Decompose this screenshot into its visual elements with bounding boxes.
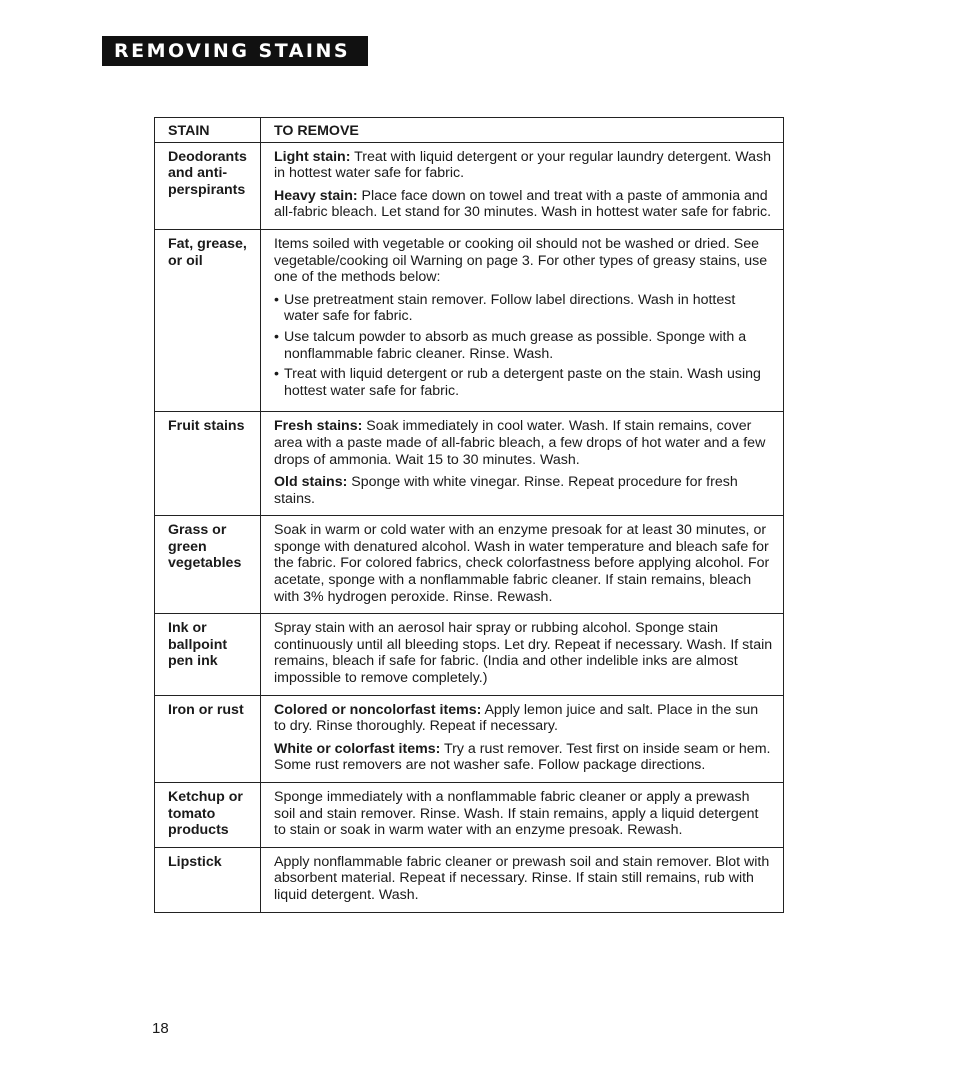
instruction-label: Light stain: — [274, 148, 351, 165]
table-row — [155, 614, 784, 695]
removal-instructions — [261, 783, 784, 848]
instruction-text: Sponge immediately with a nonflammable fabric cleaner or apply a prewash soil and stain remover. Rinse. Wash. If stain remains, apply a liquid detergent to stain or soak in warm water with an enzyme presoak. Rewash. — [274, 789, 759, 839]
table-row — [155, 516, 784, 614]
instruction-paragraph — [274, 418, 773, 468]
stain-name: Ink or ballpoint pen ink — [155, 614, 261, 695]
instruction-label: White or colorfast items: — [274, 740, 441, 757]
instruction-label: Heavy stain: — [274, 187, 358, 204]
table-row — [155, 847, 784, 912]
instruction-text: Spray stain with an aerosol hair spray or rubbing alcohol. Sponge stain continuously until all bleeding stops. Let dry. Repeat if necessary. Wash. If stain remains, bleach if safe for fabric. (India and other indelible inks are almost impossible to remove completely.) — [274, 620, 773, 687]
instruction-label: Colored or noncolorfast items: — [274, 701, 482, 718]
stain-name: Lipstick — [155, 847, 261, 912]
method-list — [274, 292, 773, 400]
table-row — [155, 142, 784, 229]
stain-name: Fat, grease, or oil — [155, 229, 261, 411]
instruction-paragraph — [274, 474, 773, 507]
table-header-row — [155, 118, 784, 143]
instruction-label: Fresh stains: — [274, 418, 363, 435]
instruction-text: Sponge with white vinegar. Rinse. Repeat procedure for fresh stains. — [274, 474, 738, 507]
removal-instructions — [261, 229, 784, 411]
instruction-text: Treat with liquid detergent or your regular laundry detergent. Wash in hottest water safe for fabric. — [274, 148, 772, 182]
removal-instructions — [261, 412, 784, 516]
column-header-stain: STAIN — [155, 118, 261, 143]
instruction-paragraph — [274, 789, 773, 839]
stain-removal-table — [154, 117, 784, 913]
instruction-text: Try a rust remover. Test first on inside seam or hem. Some rust removers are not washer safe. Follow package directions. — [274, 740, 771, 774]
instruction-paragraph — [274, 522, 773, 605]
instruction-paragraph — [274, 741, 773, 774]
stain-name: Grass or green vegetables — [155, 516, 261, 614]
instruction-text: Items soiled with vegetable or cooking oil should not be washed or dried. See vegetable/cooking oil Warning on page 3. For other types of greasy stains, use one of the methods below: — [274, 235, 768, 286]
list-item: • Use talcum powder to absorb as much grease as possible. Sponge with a nonflammable fabric cleaner. Rinse. Wash. — [274, 329, 773, 362]
table-body — [155, 142, 784, 912]
page-number: 18 — [152, 1020, 169, 1037]
removal-instructions — [261, 614, 784, 695]
removal-instructions — [261, 847, 784, 912]
instruction-paragraph — [274, 149, 773, 182]
instruction-label: Old stains: — [274, 474, 348, 491]
instruction-paragraph — [274, 620, 773, 686]
list-item: • Use pretreatment stain remover. Follow label directions. Wash in hottest water safe for fabric. — [274, 292, 773, 325]
removal-instructions — [261, 695, 784, 782]
column-header-to-remove: TO REMOVE — [261, 118, 784, 143]
instruction-text: Soak in warm or cold water with an enzyme presoak for at least 30 minutes, or sponge with denatured alcohol. Wash in water temperature and bleach safe for the fabric. For colored fabrics, check colorfastness before applying alcohol. For acetate, sponge with a nonflammable fabric cleaner. If stain remains, bleach with 3% hydrogen peroxide. Rinse. Rewash. — [274, 522, 770, 605]
stain-name: Iron or rust — [155, 695, 261, 782]
list-item: • Treat with liquid detergent or rub a detergent paste on the stain. Wash using hottest water safe for fabric. — [274, 366, 773, 399]
instruction-paragraph — [274, 188, 773, 221]
stain-name: Deodorants and anti-perspirants — [155, 142, 261, 229]
instruction-paragraph — [274, 236, 773, 286]
table-row — [155, 783, 784, 848]
instruction-text: Soak immediately in cool water. Wash. If stain remains, cover area with a paste made of all-fabric bleach, a few drops of hot water and a few drops of ammonia. Wait 15 to 30 minutes. Wash. — [274, 418, 766, 468]
table-row — [155, 229, 784, 411]
instruction-paragraph — [274, 854, 773, 904]
table-row — [155, 412, 784, 516]
instruction-text: Place face down on towel and treat with a paste of ammonia and all-fabric bleach. Let stand for 30 minutes. Wash in hottest water safe for fabric. — [274, 187, 772, 221]
section-title-banner: REMOVING STAINS — [102, 36, 368, 66]
instruction-paragraph — [274, 702, 773, 735]
stain-name: Ketchup or tomato products — [155, 783, 261, 848]
instruction-text: Apply lemon juice and salt. Place in the sun to dry. Rinse thoroughly. Repeat if necessary. — [274, 701, 759, 735]
removal-instructions — [261, 516, 784, 614]
removal-instructions — [261, 142, 784, 229]
instruction-text: Apply nonflammable fabric cleaner or prewash soil and stain remover. Blot with absorbent material. Repeat if necessary. Rinse. If stain still remains, rub with liquid detergent. Wash. — [274, 853, 770, 903]
table-row — [155, 695, 784, 782]
stain-name: Fruit stains — [155, 412, 261, 516]
